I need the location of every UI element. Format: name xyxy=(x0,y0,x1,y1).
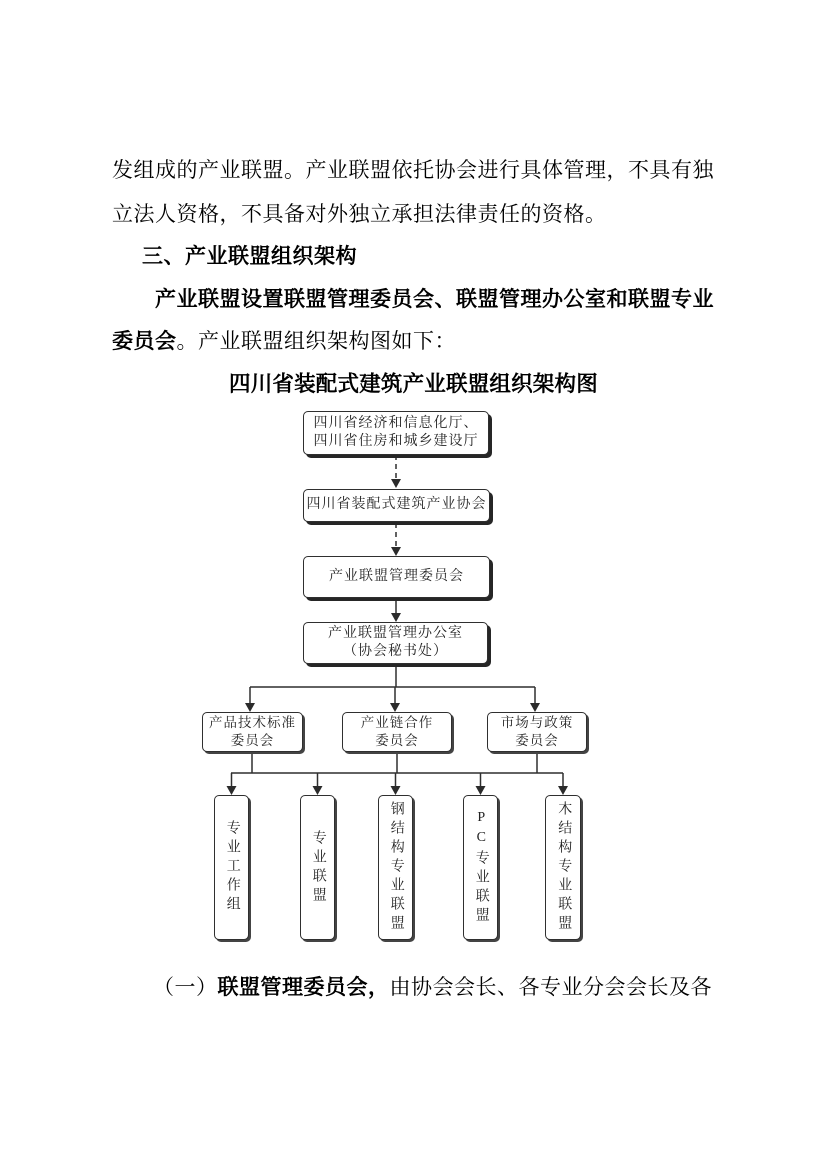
node-text: 产业联盟管理委员会 xyxy=(329,568,464,584)
node-government xyxy=(303,411,489,455)
node-text: 委员会 xyxy=(375,733,419,748)
node-association xyxy=(303,489,490,522)
paragraph-line xyxy=(112,328,456,355)
node-text: 委员会 xyxy=(515,733,559,748)
node-text: 产品技术标准 xyxy=(209,715,296,731)
paragraph-line xyxy=(153,974,712,1001)
regular-run: 由协会会长、各专业分会会长及各 xyxy=(389,975,712,999)
node-management-office xyxy=(303,622,488,664)
node-group-pc: PC专业联盟 xyxy=(463,795,498,940)
node-text: 产业联盟管理办公室 xyxy=(328,625,463,641)
section-heading: 三、产业联盟组织架构 xyxy=(142,245,357,268)
node-text: 四川省装配式建筑产业协会 xyxy=(306,497,487,513)
bold-run: 联盟管理委员会， xyxy=(217,976,390,999)
org-chart-title: 四川省装配式建筑产业联盟组织架构图 xyxy=(229,372,598,396)
node-committee-market-policy xyxy=(487,712,587,752)
node-committee-industry-chain xyxy=(342,712,452,752)
node-text: （协会秘书处） xyxy=(343,644,448,659)
bold-run: 委员会 xyxy=(112,330,177,353)
node-text: 四川省经济和信息化厅、 xyxy=(313,415,479,431)
paragraph-line: 发组成的产业联盟。产业联盟依托协会进行具体管理，不具有独 xyxy=(112,158,714,182)
paragraph-line-bold: 产业联盟设置联盟管理委员会、联盟管理办公室和联盟专业 xyxy=(155,288,714,311)
node-group-timber: 木结构专业联盟 xyxy=(545,795,581,940)
node-text: 四川省住房和城乡建设厅 xyxy=(313,434,479,449)
regular-run: 。产业联盟组织架构图如下： xyxy=(176,329,456,353)
node-committee-product-standards xyxy=(202,712,303,752)
paragraph-line: 立法人资格，不具备对外独立承担法律责任的资格。 xyxy=(112,202,607,226)
node-group-alliance: 专业联盟 xyxy=(300,795,335,940)
node-text: 产业链合作 xyxy=(360,715,434,731)
node-group-steel: 钢结构专业联盟 xyxy=(378,795,413,940)
node-group-work-group: 专业工作组 xyxy=(214,795,249,940)
node-text: 市场与政策 xyxy=(500,715,574,731)
regular-run: （一） xyxy=(153,975,218,999)
node-management-committee xyxy=(303,556,490,598)
node-text: 委员会 xyxy=(230,733,275,748)
